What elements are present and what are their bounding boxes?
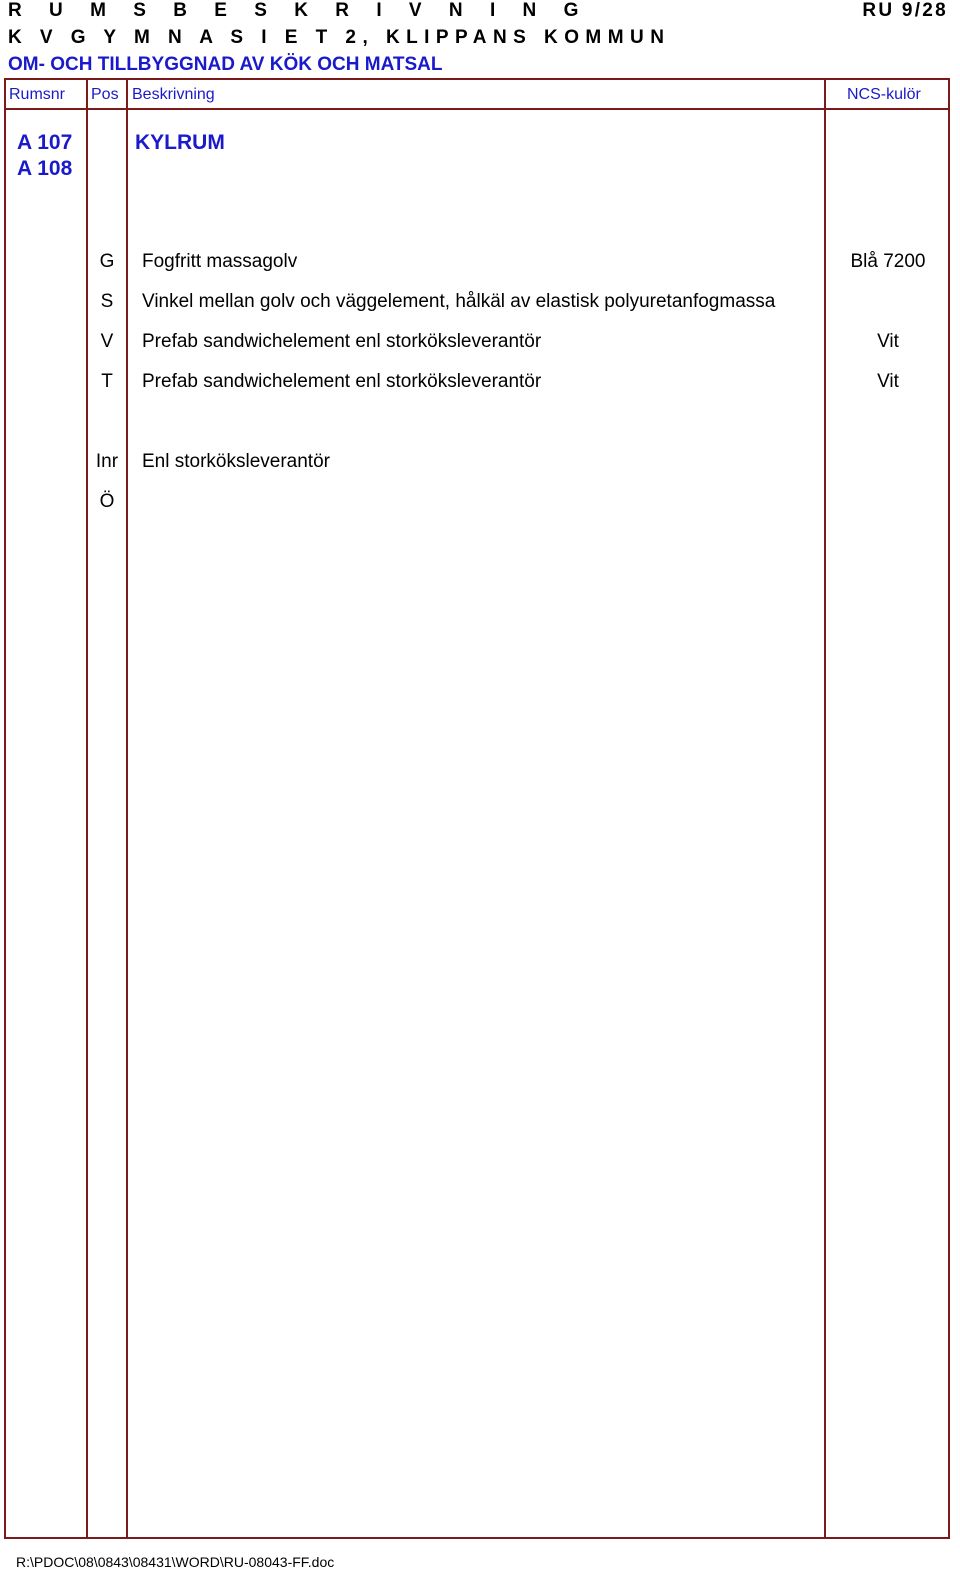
project-name: K V G Y M N A S I E T 2, KLIPPANS KOMMUN: [8, 27, 671, 48]
document-title: R U M S B E S K R I V N I N G: [8, 0, 590, 21]
row-description: Prefab sandwichelement enl storköksleverantör: [142, 371, 542, 392]
row-description: Fogfritt massagolv: [142, 251, 298, 272]
page-number: RU 9/28: [862, 0, 948, 21]
room-name: KYLRUM: [135, 131, 225, 154]
table-left-border: [4, 78, 6, 1539]
row-code: V: [100, 331, 114, 352]
document-subtitle: OM- OCH TILLBYGGNAD AV KÖK OCH MATSAL: [8, 54, 443, 75]
row-code: G: [99, 251, 115, 272]
row-description: Prefab sandwichelement enl storköksleverantör: [142, 331, 542, 352]
column-header-pos: Pos: [91, 86, 119, 103]
room-number: A 108: [17, 157, 73, 180]
file-path-footer: R:\PDOC\08\0843\08431\WORD\RU-08043-FF.doc: [16, 1554, 335, 1570]
row-code: S: [100, 291, 114, 312]
row-description: Vinkel mellan golv och väggelement, hålkäl av elastisk polyuretanfogmassa: [142, 291, 776, 312]
column-header-ncs: NCS-kulör: [847, 86, 921, 103]
column-header-beskrivning: Beskrivning: [132, 86, 215, 103]
room-number: A 107: [17, 131, 73, 154]
table-top-border: [4, 78, 950, 80]
table-right-border: [948, 78, 950, 1539]
row-description: Enl storköksleverantör: [142, 451, 330, 472]
desc-ncs-divider: [824, 78, 826, 1539]
column-header-rumsnr: Rumsnr: [9, 86, 66, 103]
row-code: Inr: [95, 451, 119, 472]
row-ncs-color: Vit: [877, 371, 899, 392]
table-bottom-border: [4, 1537, 950, 1539]
row-ncs-color: Blå 7200: [850, 251, 926, 272]
row-ncs-color: Vit: [877, 331, 899, 352]
row-code: T: [101, 371, 113, 392]
row-code: Ö: [99, 491, 115, 512]
header-bottom-border: [4, 108, 950, 110]
